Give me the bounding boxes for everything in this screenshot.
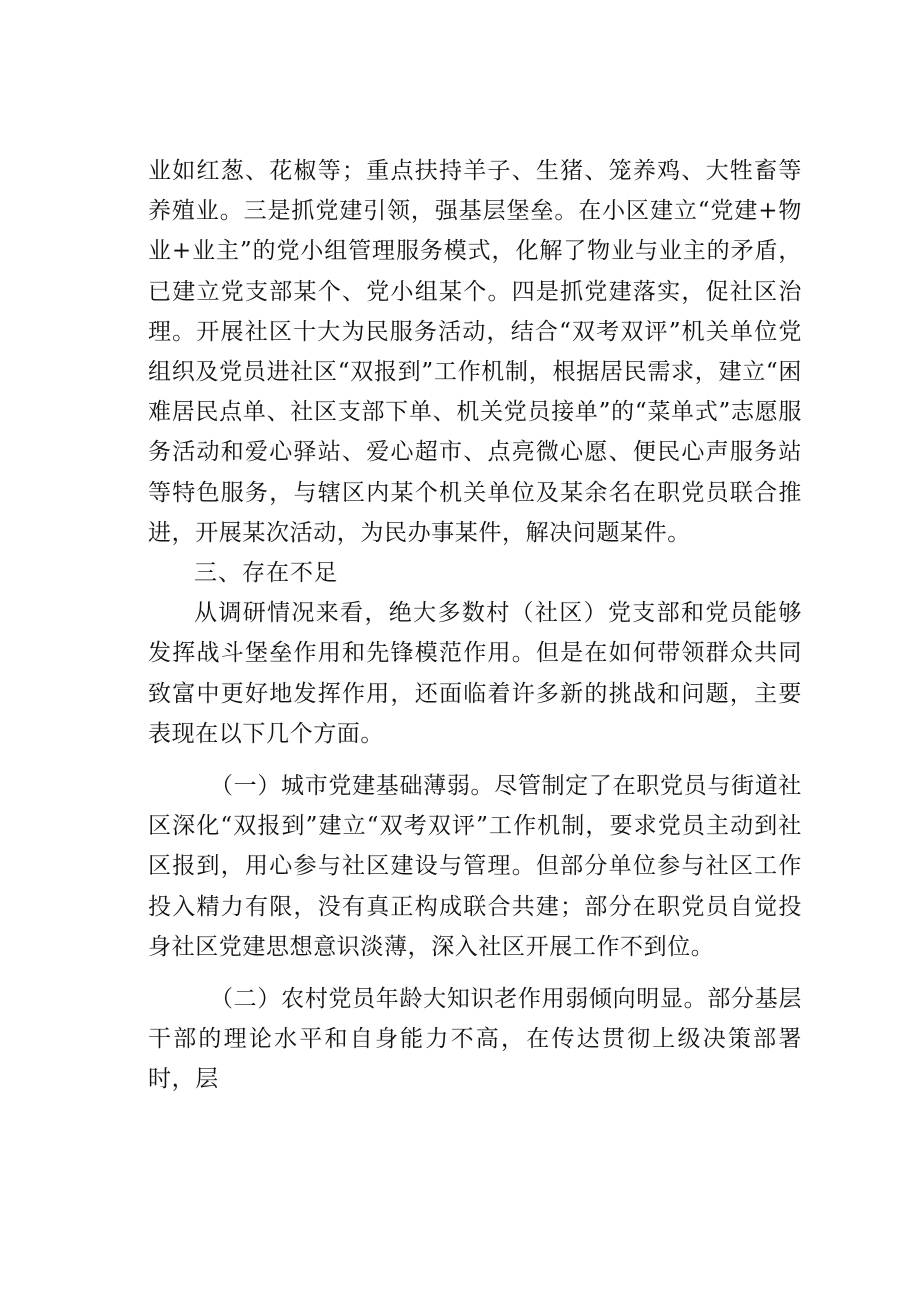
intro-paragraph: 从调研情况来看，绝大多数村（社区）党支部和党员能够发挥战斗堡垒作用和先锋模范作用。但是在如何带领群众共同致富中更好地发挥作用，还面临着许多新的挑战和问题，主要表现在以下几个方面。 — [148, 600, 802, 747]
point-two-paragraph: （二）农村党员年龄大知识老作用弱倾向明显。部分基层干部的理论水平和自身能力不高，在传达贯彻上级决策部署时，层 — [148, 986, 802, 1093]
document-page — [148, 151, 802, 1100]
continuation-paragraph: 业如红葱、花椒等；重点扶持羊子、生猪、笼养鸡、大牲畜等养殖业。三是抓党建引领，强基层堡垒。在小区建立“党建+物业+业主”的党小组管理服务模式，化解了物业与业主的矛盾，已建立党支部某个、党小组某个。四是抓党建落实，促社区治理。开展社区十大为民服务活动，结合“双考双评”机关单位党组织及党员进社区“双报到”工作机制，根据居民需求，建立“困难居民点单、社区支部下单、机关党员接单”的“菜单式”志愿服务活动和爱心驿站、爱心超市、点亮微心愿、便民心声服务站等特色服务，与辖区内某个机关单位及某余名在职党员联合推进，开展某次活动，为民办事某件，解决问题某件。 — [148, 158, 802, 546]
section-heading: 三、存在不足 — [194, 560, 338, 587]
paragraph-spacer — [148, 754, 802, 766]
paragraph-spacer — [148, 967, 802, 979]
point-one-paragraph: （一）城市党建基础薄弱。尽管制定了在职党员与街道社区深化“双报到”建立“双考双评”工作机制，要求党员主动到社区报到，用心参与社区建设与管理。但部分单位参与社区工作投入精力有限，没有真正构成联合共建；部分在职党员自觉投身社区党建思想意识淡薄，深入社区开展工作不到位。 — [148, 773, 802, 960]
